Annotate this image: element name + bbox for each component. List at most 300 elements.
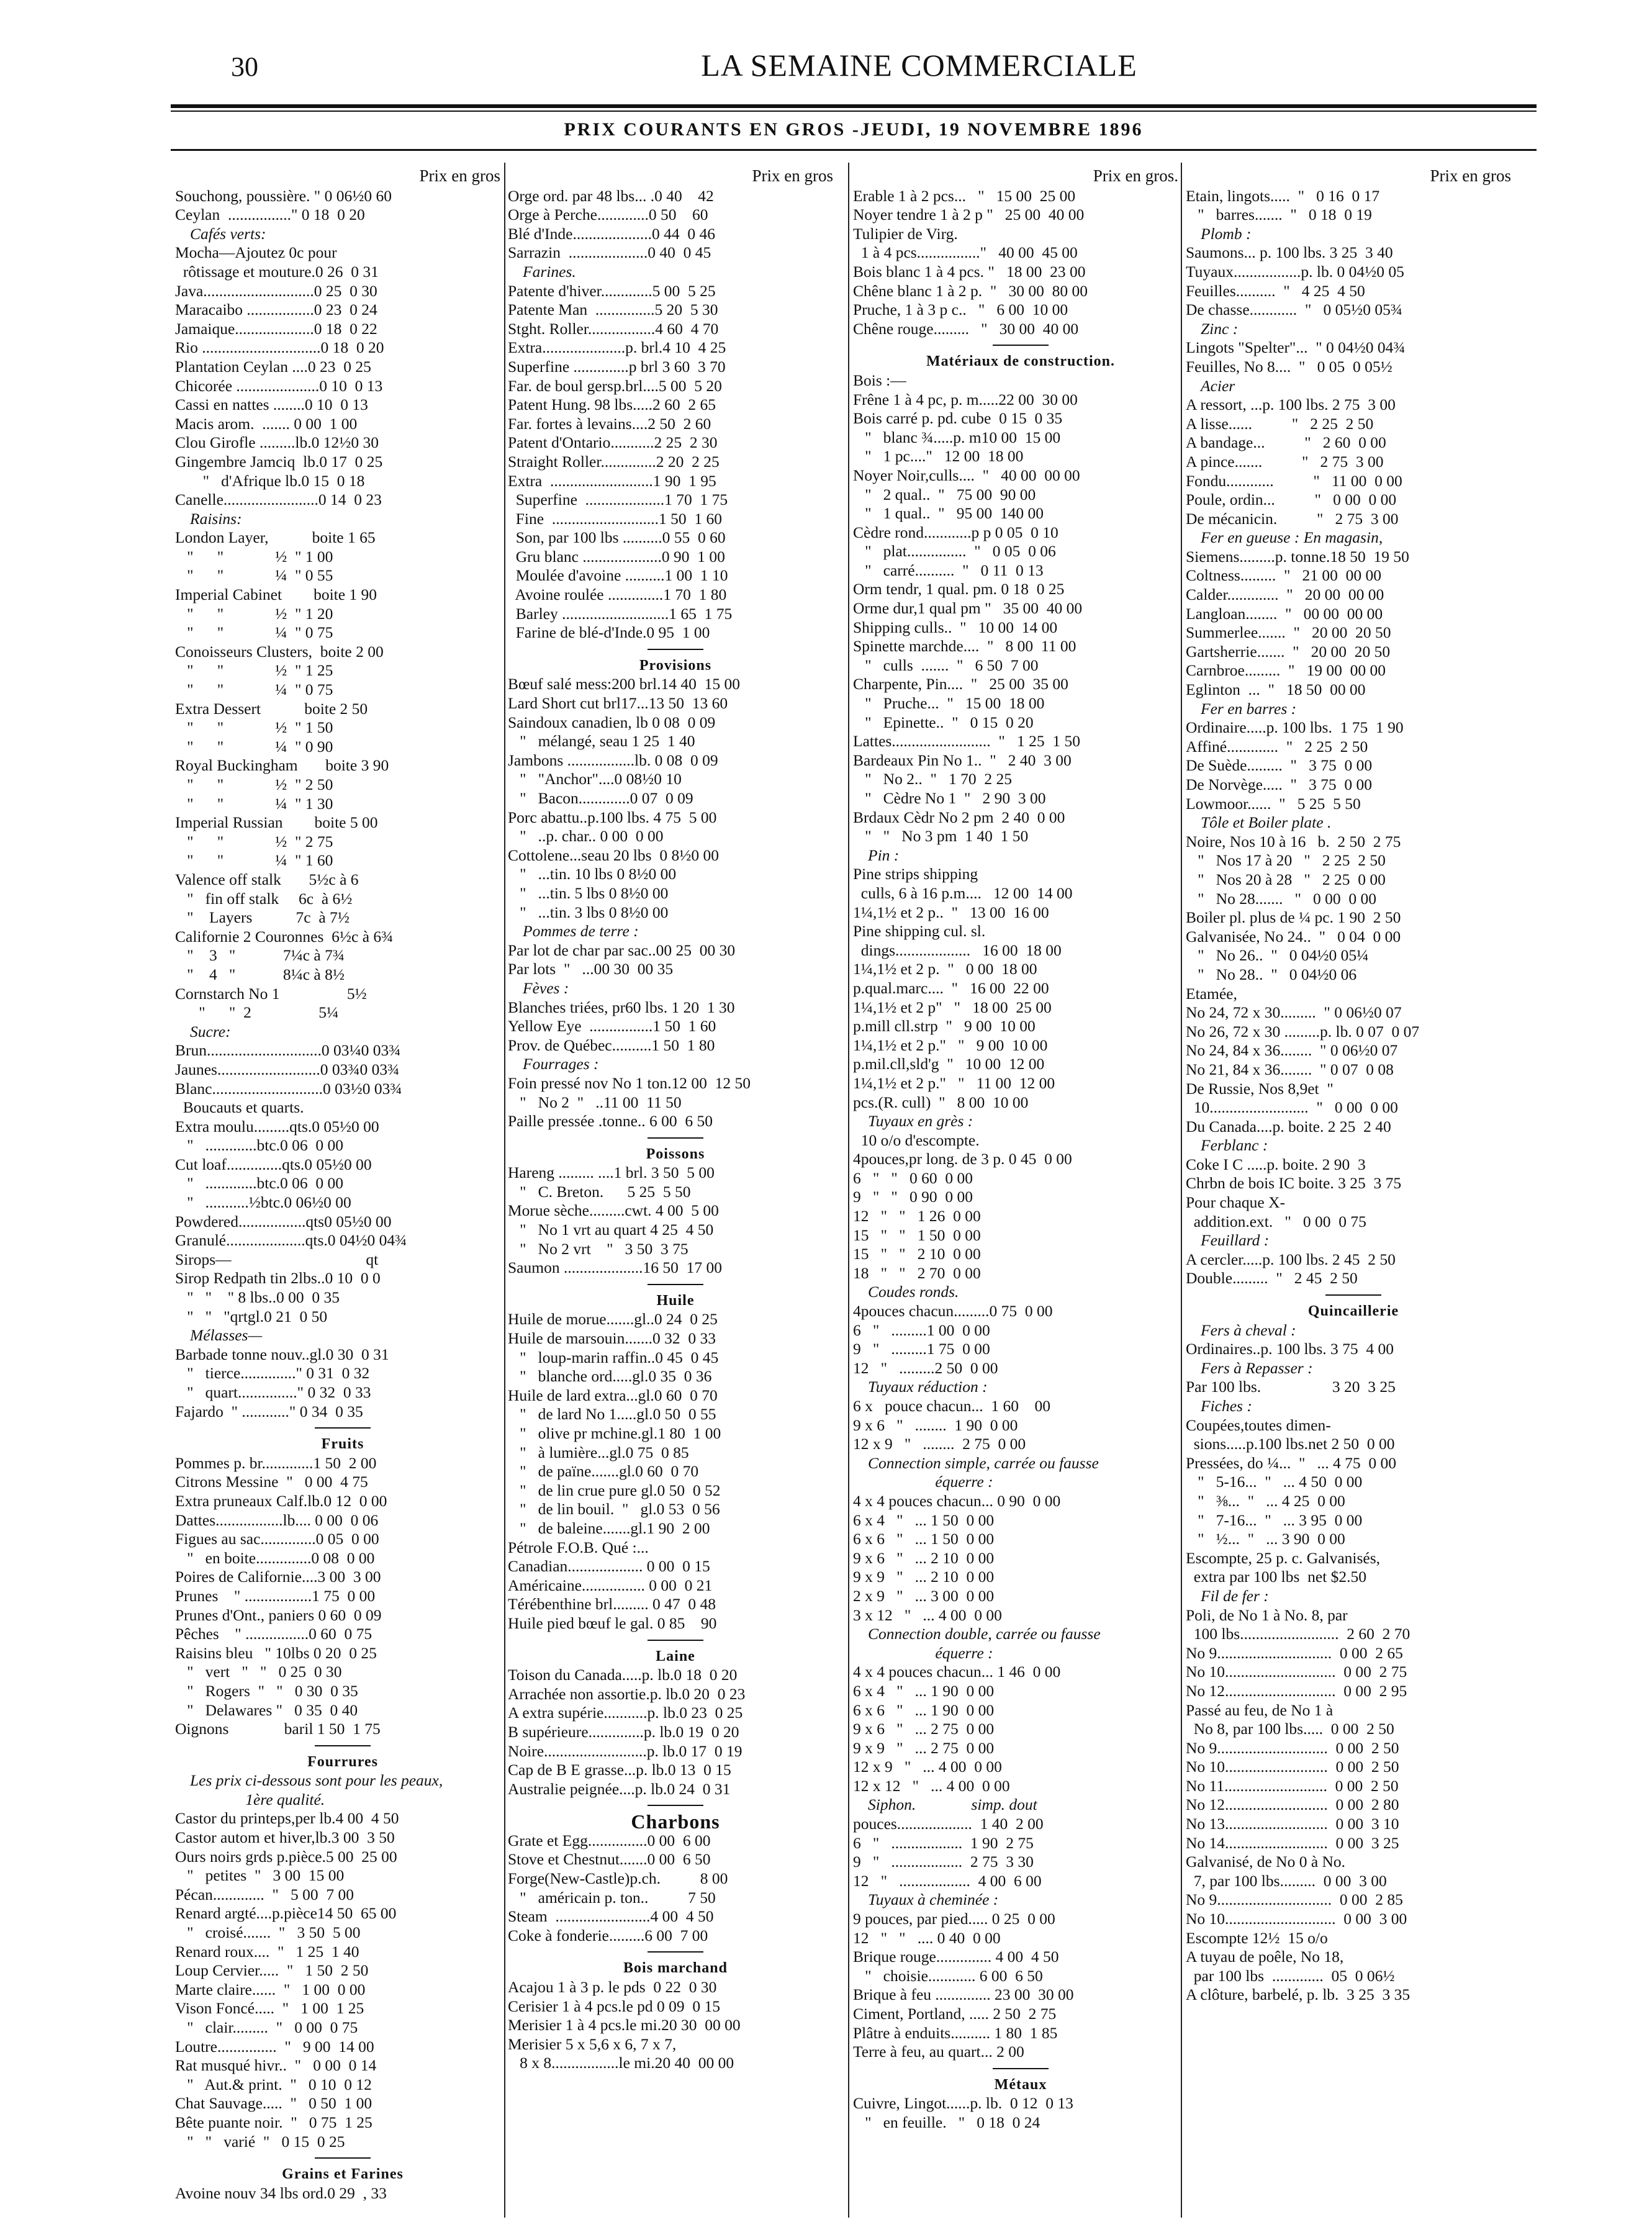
price-line: Escompte, 25 p. c. Galvanisés, (1186, 1548, 1381, 1567)
price-line: " " ¼ " 1 60 (175, 851, 333, 870)
price-line: " No 2 " ..11 00 11 50 (508, 1093, 682, 1111)
price-line: 10 o/o d'escompte. (853, 1131, 980, 1149)
category-label: Raisins: (190, 509, 242, 528)
price-line: " de baleine.......gl.1 90 2 00 (508, 1519, 710, 1537)
price-line: Far. de boul gersp.brl....5 00 5 20 (508, 376, 722, 395)
price-line: Pour chaque X- (1186, 1193, 1286, 1212)
price-line: Loup Cervier..... " 1 50 2 50 (175, 1961, 369, 1980)
section-rule (648, 1284, 703, 1285)
price-line: Merisier 5 x 5,6 x 6, 7 x 7, (508, 2034, 677, 2053)
price-line: Orme dur,1 qual pm " 35 00 40 00 (853, 599, 1083, 618)
price-line: De Russie, Nos 8,9et " (1186, 1079, 1334, 1098)
price-line: " " ½ " 2 50 (175, 775, 333, 793)
price-line: Ciment, Portland, ..... 2 50 2 75 (853, 2005, 1057, 2023)
price-line: Morue sèche.........cwt. 4 00 5 00 (508, 1201, 719, 1220)
section-heading: Laine (656, 1648, 695, 1664)
price-line: Huile de marsouin.......0 32 0 33 (508, 1329, 716, 1348)
price-line: Valence off stalk 5½c à 6 (175, 870, 359, 888)
price-line: Pressées, do ¼... " ... 4 75 0 00 (1186, 1453, 1397, 1472)
price-line: 9 " .................. 2 75 3 30 (853, 1853, 1034, 1871)
header-rule-thin (171, 111, 1537, 112)
price-line: Acajou 1 à 3 p. le pds 0 22 0 30 (508, 1978, 717, 1997)
price-line: Par lot de char par sac..00 25 00 30 (508, 941, 736, 959)
price-line: culls, 6 à 16 p.m.... 12 00 14 00 (853, 883, 1073, 902)
price-line: Figues au sac..............0 05 0 00 (175, 1530, 379, 1548)
price-line: " 2 qual.. " 75 00 90 00 (853, 485, 1036, 503)
price-line: Carnbroe......... " 19 00 00 00 (1186, 661, 1386, 680)
column-divider (848, 163, 849, 2218)
price-line: Boiler pl. plus de ¼ pc. 1 90 2 50 (1186, 908, 1401, 927)
price-line: 6 x 6 " ... 1 90 0 00 (853, 1700, 995, 1719)
price-line: " 1 pc...." 12 00 18 00 (853, 447, 1024, 466)
section-rule (648, 1640, 703, 1641)
price-line: Brique à feu .............. 23 00 30 00 (853, 1985, 1074, 2004)
price-line: Prov. de Québec..........1 50 1 80 (508, 1036, 715, 1054)
price-line: Fondu............ " 11 00 0 00 (1186, 471, 1402, 490)
price-line: Térébenthine brl......... 0 47 0 48 (508, 1595, 716, 1614)
price-line: Gingembre Jamciq lb.0 17 0 25 (175, 452, 383, 471)
price-line: " Layers 7c à 7½ (175, 908, 350, 927)
price-line: " No 2.. " 1 70 2 25 (853, 770, 1012, 788)
price-line: Blanc............................0 03½0 03¾ (175, 1079, 402, 1098)
section-heading: Poissons (646, 1145, 705, 1162)
price-line: " No 28....... " 0 00 0 00 (1186, 889, 1376, 908)
price-line: Pine shipping cul. sl. (853, 922, 986, 941)
price-line: 9 " .........1 75 0 00 (853, 1340, 990, 1358)
price-line: 2 x 9 " ... 3 00 0 00 (853, 1586, 995, 1605)
price-line: Pêches " ................0 60 0 75 (175, 1625, 372, 1643)
price-line: " en feuille. " 0 18 0 24 (853, 2113, 1040, 2131)
price-line: 4 x 4 pouces chacun... 1 46 0 00 (853, 1663, 1061, 1681)
price-line: " Aut.& print. " 0 10 0 12 (175, 2075, 372, 2093)
price-line: Chêne blanc 1 à 2 p. " 30 00 80 00 (853, 281, 1088, 300)
price-line: Cerisier 1 à 4 pcs.le pd 0 09 0 15 (508, 1997, 721, 2015)
price-line: Erable 1 à 2 pcs... " 15 00 25 00 (853, 186, 1076, 205)
price-line: " d'Afrique lb.0 15 0 18 (175, 471, 365, 490)
price-line: 6 x 6 " ... 1 50 0 00 (853, 1530, 995, 1548)
price-line: Sirops— qt (175, 1250, 379, 1268)
price-line: Granulé....................qts.0 04½0 04¾ (175, 1231, 407, 1250)
price-line: Imperial Cabinet boite 1 90 (175, 585, 377, 604)
price-line: Jamaique....................0 18 0 22 (175, 319, 377, 338)
price-line: " No 2 vrt " 3 50 3 75 (508, 1239, 688, 1258)
price-line: 4pouces chacun.........0 75 0 00 (853, 1302, 1053, 1321)
price-line: " Nos 20 à 28 " 2 25 0 00 (1186, 870, 1386, 888)
price-line: " " ¼ " 1 30 (175, 794, 333, 813)
price-line: Fine ...........................1 50 1 60 (508, 509, 722, 528)
price-line: Plantation Ceylan ....0 23 0 25 (175, 357, 371, 376)
price-line: " Delawares " 0 35 0 40 (175, 1700, 358, 1719)
price-line: Tuyaux.................p. lb. 0 04½0 05 (1186, 262, 1404, 281)
price-line: " " ¼ " 0 90 (175, 737, 333, 756)
price-line: " Epinette.. " 0 15 0 20 (853, 713, 1034, 731)
price-line: Foin pressé nov No 1 ton.12 00 12 50 (508, 1073, 751, 1092)
price-line: " .............btc.0 06 0 00 (175, 1136, 344, 1155)
category-label: Fourrages : (523, 1055, 599, 1073)
price-line: " " ½ " 1 00 (175, 547, 333, 566)
price-line: No 8, par 100 lbs..... 0 00 2 50 (1186, 1720, 1394, 1738)
price-line: 6 " .................. 1 90 2 75 (853, 1833, 1034, 1852)
category-label: Acier (1201, 376, 1235, 395)
column-lines (508, 187, 843, 2073)
price-line: 9 x 6 " ... 2 10 0 00 (853, 1548, 995, 1567)
price-line: Coke I C .....p. boite. 2 90 3 (1186, 1155, 1366, 1173)
price-line: 15 " " 1 50 0 00 (853, 1226, 981, 1244)
price-line: Frêne 1 à 4 pc, p. m.....22 00 30 00 (853, 390, 1078, 409)
price-line: Chêne rouge......... " 30 00 40 00 (853, 319, 1079, 338)
price-line: Far. fortes à levains....2 50 2 60 (508, 414, 711, 433)
price-line: Etain, lingots..... " 0 16 0 17 (1186, 186, 1380, 205)
price-line: Lattes......................... " 1 25 1 50 (853, 732, 1080, 751)
price-line: Sarrazin ....................0 40 0 45 (508, 243, 711, 262)
price-line: Lard Short cut brl17...13 50 13 60 (508, 694, 728, 713)
price-line: Cuivre, Lingot......p. lb. 0 12 0 13 (853, 2094, 1073, 2113)
price-line: 4pouces,pr long. de 3 p. 0 45 0 00 (853, 1150, 1072, 1168)
price-line: " .............btc.0 06 0 00 (175, 1174, 344, 1193)
category-label: Pin : (868, 846, 900, 864)
price-line: Conoisseurs Clusters, boite 2 00 (175, 642, 384, 661)
price-line: No 13.......................... 0 00 3 10 (1186, 1815, 1399, 1833)
price-line: De chasse............ " 0 05½0 05¾ (1186, 300, 1402, 319)
price-line: A clôture, barbelé, p. lb. 3 25 3 35 (1186, 1985, 1411, 2004)
price-line: " " " 8 lbs..0 00 0 35 (175, 1288, 340, 1307)
price-line: No 10............................ 0 00 2 75 (1186, 1663, 1407, 1681)
price-line: Imperial Russian boite 5 00 (175, 813, 378, 832)
price-line: Cap de B E grasse...p. lb.0 13 0 15 (508, 1761, 731, 1779)
price-line: Par 100 lbs. 3 20 3 25 (1186, 1378, 1396, 1396)
price-column-3 (853, 166, 1188, 2215)
price-line: " croisé....... " 3 50 5 00 (175, 1923, 361, 1942)
price-line: Chicorée .....................0 10 0 13 (175, 376, 383, 395)
price-line: Bois blanc 1 à 4 pcs. " 18 00 23 00 (853, 262, 1086, 281)
price-line: Feuilles, No 8.... " 0 05 0 05½ (1186, 357, 1392, 376)
price-line: 8 x 8.................le mi.20 40 00 00 (508, 2054, 734, 2072)
section-rule (315, 1745, 371, 1746)
price-line: Porc abattu..p.100 lbs. 4 75 5 00 (508, 808, 717, 826)
price-line: 1 à 4 pcs................" 40 00 45 00 (853, 243, 1078, 262)
price-line: Huile de morue.......gl..0 24 0 25 (508, 1310, 718, 1329)
price-line: Huile de lard extra...gl.0 60 0 70 (508, 1386, 718, 1404)
price-line: Noire..........................p. lb.0 17 0 19 (508, 1741, 742, 1760)
price-line: " culls ....... " 6 50 7 00 (853, 656, 1039, 674)
category-label: Farines. (523, 262, 576, 281)
price-line: " Bacon.............0 07 0 09 (508, 789, 693, 807)
price-line: 12 " " 1 26 0 00 (853, 1207, 981, 1226)
price-line: " clair......... " 0 00 0 75 (175, 2018, 358, 2036)
price-line: " blanche ord.....gl.0 35 0 36 (508, 1367, 712, 1386)
column-lines (175, 187, 510, 2203)
price-line: " No 1 vrt au quart 4 25 4 50 (508, 1221, 714, 1239)
category-label: Tuyaux en grès : (868, 1112, 973, 1131)
section-heading: Provisions (639, 657, 712, 674)
price-line: Toison du Canada.....p. lb.0 18 0 20 (508, 1666, 738, 1684)
price-line: 6 x 4 " ... 1 90 0 00 (853, 1681, 995, 1700)
price-line: Extra pruneaux Calf.lb.0 12 0 00 (175, 1491, 387, 1510)
price-line: 3 x 12 " ... 4 00 0 00 (853, 1605, 1002, 1624)
price-line: Steam ........................4 00 4 50 (508, 1907, 714, 1926)
price-line: Ceylan ................" 0 18 0 20 (175, 205, 365, 224)
price-line: Farine de blé-d'Inde.0 95 1 00 (508, 623, 710, 642)
price-line: " barres....... " 0 18 0 19 (1186, 205, 1372, 224)
price-line: " Nos 17 à 20 " 2 25 2 50 (1186, 851, 1386, 870)
price-line: Noire, Nos 10 à 16 b. 2 50 2 75 (1186, 832, 1401, 851)
price-line: " fin off stalk 6c à 6½ (175, 889, 353, 908)
price-list-subheader: PRIX COURANTS EN GROS -JEUDI, 19 NOVEMBRE 1896 (564, 119, 1144, 140)
price-line: " Rogers " " 0 30 0 35 (175, 1681, 358, 1700)
price-line: Double......... " 2 45 2 50 (1186, 1269, 1358, 1288)
price-line: Orm tendr, 1 qual. pm. 0 18 0 25 (853, 580, 1065, 598)
price-line: " " ½ " 1 20 (175, 604, 333, 623)
price-line: p.qual.marc.... " 16 00 22 00 (853, 978, 1049, 997)
price-line: Powdered.................qts0 05½0 00 (175, 1212, 392, 1230)
price-line: Summerlee....... " 20 00 20 50 (1186, 623, 1391, 642)
price-line: Ours noirs grds p.pièce.5 00 25 00 (175, 1847, 397, 1866)
price-line: " de lin crue pure gl.0 50 0 52 (508, 1481, 721, 1499)
column-heading: Prix en gros (752, 166, 833, 185)
price-line: " plat............... " 0 05 0 06 (853, 542, 1056, 561)
price-line: No 12............................ 0 00 2 95 (1186, 1681, 1407, 1700)
price-line: 100 lbs......................... 2 60 2 70 (1186, 1625, 1411, 1643)
price-line: Brun.............................0 03¼0 03¾ (175, 1041, 401, 1060)
category-label: Connection double, carrée ou fausse (868, 1625, 1101, 1643)
price-line: Etamée, (1186, 984, 1237, 1003)
price-line: Macis arom. ....... 0 00 1 00 (175, 414, 358, 433)
price-line: " Pruche... " 15 00 18 00 (853, 694, 1045, 713)
price-line: p.mill cll.strp " 9 00 10 00 (853, 1017, 1036, 1036)
price-line: Affiné............. " 2 25 2 50 (1186, 737, 1368, 756)
category-label: Les prix ci-dessous sont pour les peaux, (190, 1771, 443, 1790)
price-line: 10......................... " 0 00 0 00 (1186, 1098, 1398, 1117)
price-line: No 11.......................... 0 00 2 50 (1186, 1776, 1399, 1795)
price-line: Tulipier de Virg. (853, 224, 958, 243)
price-line: A cercler.....p. 100 lbs. 2 45 2 50 (1186, 1250, 1396, 1268)
price-line: Hareng ......... ....1 brl. 3 50 5 00 (508, 1163, 715, 1182)
section-heading: Métaux (994, 2076, 1047, 2093)
price-line: " blanc ¾.....p. m10 00 15 00 (853, 428, 1061, 446)
price-line: 1¼,1½ et 2 p" " 18 00 25 00 (853, 998, 1052, 1016)
price-line: " " ¼ " 0 75 (175, 623, 333, 642)
price-line: Cassi en nattes ........0 10 0 13 (175, 395, 368, 414)
price-line: Plâtre à enduits.......... 1 80 1 85 (853, 2023, 1058, 2042)
price-line: " de lin bouil. " gl.0 53 0 56 (508, 1500, 720, 1519)
category-label: Connection simple, carrée ou fausse (868, 1453, 1099, 1472)
category-label: Cafés verts: (190, 224, 266, 243)
price-line: Chrbn de bois IC boite. 3 25 3 75 (1186, 1174, 1402, 1193)
price-line: Jaunes..........................0 03¾0 03¾ (175, 1060, 400, 1078)
price-line: rôtissage et mouture.0 26 0 31 (175, 262, 379, 281)
price-line: A extra supérie...........p. lb.0 23 0 25 (508, 1704, 743, 1722)
category-label: Sucre: (190, 1022, 231, 1041)
price-line: No 21, 84 x 36........ " 0 07 0 08 (1186, 1060, 1394, 1078)
price-line: pcs.(R. cull) " 8 00 10 00 (853, 1093, 1029, 1111)
price-line: No 9............................. 0 00 2 85 (1186, 1890, 1403, 1909)
price-line: Lowmoor...... " 5 25 5 50 (1186, 794, 1361, 813)
price-line: Sirop Redpath tin 2lbs..0 10 0 0 (175, 1269, 381, 1288)
page-number: 30 (231, 52, 258, 82)
price-line: Du Canada....p. boite. 2 25 2 40 (1186, 1117, 1391, 1136)
price-line: Siemens.........p. tonne.18 50 19 50 (1186, 547, 1409, 566)
price-line: " " 2 5¼ (175, 1003, 339, 1022)
price-line: " ½... " ... 3 90 0 00 (1186, 1530, 1345, 1548)
price-line: " ...tin. 10 lbs 0 8½0 00 (508, 865, 677, 883)
price-line: No 12.......................... 0 00 2 80 (1186, 1795, 1399, 1814)
price-line: Superfine ..............p brl 3 60 3 70 (508, 357, 726, 376)
price-line: " quart..............." 0 32 0 33 (175, 1383, 371, 1401)
price-line: Royal Buckingham boite 3 90 (175, 756, 389, 775)
price-line: 12 " .........2 50 0 00 (853, 1358, 998, 1377)
price-line: 7, par 100 lbs......... 0 00 3 00 (1186, 1871, 1387, 1890)
category-label: Siphon. simp. dout (868, 1795, 1037, 1814)
category-label: Fers à cheval : (1201, 1321, 1296, 1339)
category-label: Coudes ronds. (868, 1283, 959, 1301)
price-line: " C. Breton. 5 25 5 50 (508, 1182, 691, 1201)
price-line: Avoine roulée ..............1 70 1 80 (508, 585, 727, 604)
price-line: 1¼,1½ et 2 p." " 11 00 12 00 (853, 1073, 1055, 1092)
price-line: Jambons .................lb. 0 08 0 09 (508, 751, 718, 769)
price-line: No 24, 72 x 30......... " 0 06½0 07 (1186, 1003, 1402, 1022)
price-line: Eglinton ... " 18 50 00 00 (1186, 680, 1366, 699)
price-line: Moulée d'avoine ..........1 00 1 10 (508, 566, 728, 585)
price-line: " petites " 3 00 15 00 (175, 1866, 345, 1885)
price-line: Barbade tonne nouv..gl.0 30 0 31 (175, 1345, 389, 1363)
price-line: No 10.......................... 0 00 2 50 (1186, 1758, 1399, 1776)
price-line: Arrachée non assortie.p. lb.0 20 0 23 (508, 1684, 746, 1703)
section-heading: Matériaux de construction. (926, 353, 1115, 370)
price-line: 6 x 4 " ... 1 50 0 00 (853, 1510, 995, 1529)
price-line: pouces................... 1 40 2 00 (853, 1815, 1044, 1833)
price-line: No 9............................ 0 00 2 50 (1186, 1738, 1399, 1757)
price-line: Saumons... p. 100 lbs. 3 25 3 40 (1186, 243, 1393, 262)
price-column-1 (175, 166, 510, 2215)
price-line: " Cèdre No 1 " 2 90 3 00 (853, 789, 1046, 807)
page-title: LA SEMAINE COMMERCIALE (701, 48, 1137, 83)
category-label: Tôle et Boiler plate . (1201, 813, 1332, 832)
price-line: " olive pr mchine.gl.1 80 1 00 (508, 1424, 721, 1442)
price-line: Pommes p. br.............1 50 2 00 (175, 1453, 377, 1472)
price-line: " " ¼ " 0 75 (175, 680, 333, 699)
price-line: Clou Girofle .........lb.0 12½0 30 (175, 433, 379, 452)
price-line: Souchong, poussière. " 0 06½0 60 (175, 186, 392, 205)
price-line: Australie peignée....p. lb.0 24 0 31 (508, 1779, 731, 1798)
price-line: Orge à Perche.............0 50 60 (508, 205, 708, 224)
price-line: Poule, ordin... " 0 00 0 00 (1186, 490, 1397, 509)
price-line: De Norvège..... " 3 75 0 00 (1186, 775, 1373, 793)
price-line: Bois carré p. pd. cube 0 15 0 35 (853, 409, 1063, 428)
price-line: Californie 2 Couronnes 6½c à 6¾ (175, 927, 394, 946)
price-line: Extra moulu.........qts.0 05½0 00 (175, 1117, 379, 1136)
price-line: " No 26.. " 0 04½0 05¼ (1186, 946, 1369, 965)
price-line: Pruche, 1 à 3 p c.. " 6 00 10 00 (853, 300, 1068, 319)
price-line: " 1 qual.. " 95 00 140 00 (853, 504, 1044, 523)
section-heading: Grains et Farines (282, 2166, 404, 2183)
price-line: " 5-16... " ... 4 50 0 00 (1186, 1473, 1363, 1491)
price-line: Passé au feu, de No 1 à (1186, 1700, 1334, 1719)
price-line: Saumon ....................16 50 17 00 (508, 1258, 722, 1277)
price-line: Bois :— (853, 371, 906, 389)
price-line: Stove et Chestnut.......0 00 6 50 (508, 1850, 711, 1869)
section-heading: Huile (656, 1292, 695, 1309)
category-label: Feuillard : (1201, 1231, 1270, 1250)
price-line: Patent Hung. 98 lbs.....2 60 2 65 (508, 395, 716, 414)
price-line: Ordinaire.....p. 100 lbs. 1 75 1 90 (1186, 718, 1404, 737)
price-line: " " ¼ " 0 55 (175, 566, 333, 585)
price-column-2 (508, 166, 843, 2215)
price-line: " en boite..............0 08 0 00 (175, 1548, 375, 1567)
price-line: Patente Man ...............5 20 5 30 (508, 300, 718, 319)
price-line: Brdaux Cèdr No 2 pm 2 40 0 00 (853, 808, 1065, 826)
price-line: Cèdre rond............p p 0 05 0 10 (853, 523, 1058, 541)
price-line: Par lots " ...00 30 00 35 (508, 960, 674, 978)
price-line: 12 x 9 " ... 4 00 0 00 (853, 1758, 1002, 1776)
price-line: Son, par 100 lbs ..........0 55 0 60 (508, 528, 726, 547)
price-line: Marte claire...... " 1 00 0 00 (175, 1980, 366, 1998)
price-line: Rat musqué hivr.. " 0 00 0 14 (175, 2056, 377, 2075)
price-line: Patent d'Ontario...........2 25 2 30 (508, 433, 718, 452)
price-line: Avoine nouv 34 lbs ord.0 29 , 33 (175, 2183, 387, 2202)
section-rule (1325, 1294, 1381, 1296)
price-line: Pétrole F.O.B. Qué :... (508, 1538, 649, 1556)
price-line: " ⅜... " ... 4 25 0 00 (1186, 1491, 1345, 1510)
price-line: A pince....... " 2 75 3 00 (1186, 452, 1384, 471)
category-label: Mélasses— (190, 1326, 263, 1345)
price-line: 9 x 9 " ... 2 10 0 00 (853, 1568, 995, 1586)
price-line: 12 " .................. 4 00 6 00 (853, 1871, 1042, 1890)
category-label: Fer en gueuse : En magasin, (1201, 528, 1383, 547)
column-lines (853, 187, 1188, 2133)
category-label: Zinc : (1201, 319, 1239, 338)
price-line: Galvanisée, No 24.. " 0 04 0 00 (1186, 927, 1401, 946)
price-line: " 7-16... " ... 3 95 0 00 (1186, 1510, 1363, 1529)
price-line: No 9............................. 0 00 2 65 (1186, 1643, 1403, 1662)
price-line: extra par 100 lbs net $2.50 (1186, 1568, 1367, 1586)
price-line: 12 x 9 " ........ 2 75 0 00 (853, 1435, 1026, 1453)
price-line: Extra.....................p. brl.4 10 4 25 (508, 338, 726, 357)
price-line: Renard argté....p.pièce14 50 65 00 (175, 1904, 397, 1923)
price-line: " tierce.............." 0 31 0 32 (175, 1364, 370, 1383)
category-label: Pommes de terre : (523, 922, 639, 941)
price-line: Extra Dessert boite 2 50 (175, 699, 368, 718)
price-line: Raisins bleu " 10lbs 0 20 0 25 (175, 1643, 377, 1662)
section-rule (993, 345, 1049, 346)
section-rule (648, 1951, 703, 1953)
price-line: Renard roux.... " 1 25 1 40 (175, 1942, 359, 1961)
price-line: Galvanisé, de No 0 à No. (1186, 1853, 1346, 1871)
price-line: Poires de Californie....3 00 3 00 (175, 1568, 381, 1586)
price-line: Java............................0 25 0 30 (175, 281, 377, 300)
price-line: 9 x 6 " ........ 1 90 0 00 (853, 1416, 1018, 1434)
category-label: Tuyaux réduction : (868, 1378, 988, 1396)
price-line: Huile pied bœuf le gal. 0 85 90 (508, 1614, 717, 1632)
price-line: Gru blanc ....................0 90 1 00 (508, 547, 725, 566)
section-rule (648, 1137, 703, 1139)
price-line: Coke à fonderie.........6 00 7 00 (508, 1926, 708, 1944)
price-line: Castor autom et hiver,lb.3 00 3 50 (175, 1828, 395, 1847)
price-line: Bœuf salé mess:200 brl.14 40 15 00 (508, 675, 740, 693)
price-line: Barley ...........................1 65 1 75 (508, 604, 733, 623)
price-line: Patente d'hiver.............5 00 5 25 (508, 281, 716, 300)
price-line: Blanches triées, pr60 lbs. 1 20 1 30 (508, 998, 735, 1016)
price-line: " vert " " 0 25 0 30 (175, 1663, 342, 1681)
price-line: Extra ..........................1 90 1 95 (508, 471, 716, 490)
price-line: " mélangé, seau 1 25 1 40 (508, 732, 695, 751)
price-line: Canelle........................0 14 0 23 (175, 490, 382, 509)
price-line: 9 x 6 " ... 2 75 0 00 (853, 1720, 995, 1738)
price-line: Terre à feu, au quart... 2 00 (853, 2043, 1024, 2061)
price-line: addition.ext. " 0 00 0 75 (1186, 1212, 1366, 1230)
price-line: " 4 " 8¼c à 8½ (175, 965, 345, 983)
price-line: Fajardo " ............" 0 34 0 35 (175, 1402, 363, 1420)
category-label: Tuyaux à cheminée : (868, 1890, 999, 1909)
